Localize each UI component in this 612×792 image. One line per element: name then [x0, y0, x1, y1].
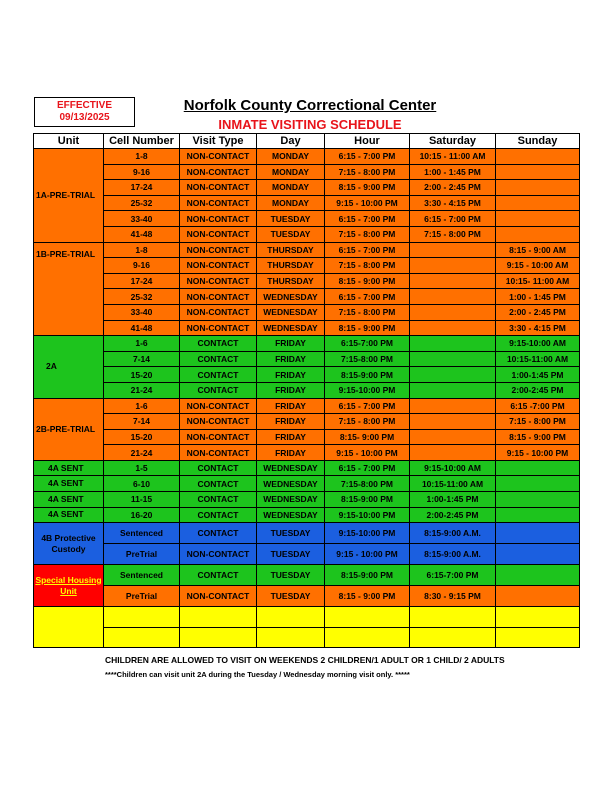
- hour: 9:15-10:00 PM: [325, 523, 410, 544]
- children-policy-note: CHILDREN ARE ALLOWED TO VISIT ON WEEKENDS 2 CHILDREN/1 ADULT OR 1 CHILD/ 2 ADULTS: [105, 655, 505, 665]
- hour: 8:15 - 9:00 PM: [325, 273, 410, 289]
- visit-type: NON-CONTACT: [180, 258, 257, 274]
- day: MONDAY: [257, 164, 325, 180]
- visit-type: NON-CONTACT: [180, 544, 257, 565]
- saturday: [410, 304, 496, 320]
- visit-type: NON-CONTACT: [180, 164, 257, 180]
- saturday: 1:00-1:45 PM: [410, 492, 496, 508]
- table-row: [34, 544, 580, 565]
- header-cell-number: Cell Number: [104, 134, 180, 149]
- day: TUESDAY: [257, 586, 325, 607]
- table-row: [34, 565, 580, 586]
- empty-cell: [34, 607, 104, 648]
- visit-type: CONTACT: [180, 507, 257, 523]
- visit-type: NON-CONTACT: [180, 304, 257, 320]
- hour: 7:15 - 8:00 PM: [325, 304, 410, 320]
- table-row: [34, 289, 580, 305]
- saturday: 10:15 - 11:00 AM: [410, 149, 496, 165]
- header-sunday: Sunday: [496, 134, 580, 149]
- header-visit-type: Visit Type: [180, 134, 257, 149]
- sunday: 3:30 - 4:15 PM: [496, 320, 580, 336]
- unit-4b: 4B Protective Custody: [34, 523, 104, 565]
- saturday: [410, 382, 496, 398]
- cell-number: 1-8: [104, 242, 180, 258]
- special-housing-label: Special Housing Unit: [35, 574, 102, 596]
- header-row: [34, 134, 580, 149]
- hour: 9:15 - 10:00 PM: [325, 195, 410, 211]
- day: WEDNESDAY: [257, 460, 325, 476]
- cell-number: 1-8: [104, 149, 180, 165]
- cell-number: 9-16: [104, 258, 180, 274]
- visiting-schedule-table: [33, 133, 580, 648]
- visit-type: NON-CONTACT: [180, 273, 257, 289]
- effective-date: 09/13/2025: [59, 112, 110, 123]
- sunday: [496, 180, 580, 196]
- table-row: [34, 180, 580, 196]
- saturday: [410, 242, 496, 258]
- saturday: 10:15-11:00 AM: [410, 476, 496, 492]
- cell-number: 21-24: [104, 445, 180, 461]
- visit-type: CONTACT: [180, 492, 257, 508]
- cell-number: 15-20: [104, 429, 180, 445]
- hour: 8:15 - 9:00 PM: [325, 320, 410, 336]
- saturday: [410, 429, 496, 445]
- sunday: 9:15 - 10:00 PM: [496, 445, 580, 461]
- unit-2a-children-note: ****Children can visit unit 2A during the Tuesday / Wednesday morning visit only. *****: [105, 670, 410, 679]
- sunday: [496, 476, 580, 492]
- table-row: [34, 414, 580, 430]
- table-row: [34, 258, 580, 274]
- sunday: 10:15- 11:00 AM: [496, 273, 580, 289]
- table-row: [34, 445, 580, 461]
- empty-cell: [180, 627, 257, 648]
- hour: 8:15 - 9:00 PM: [325, 180, 410, 196]
- empty-cell: [104, 607, 180, 628]
- day: MONDAY: [257, 195, 325, 211]
- table-row: [34, 195, 580, 211]
- table-row: [34, 476, 580, 492]
- sunday: 2:00 - 2:45 PM: [496, 304, 580, 320]
- hour: 6:15 - 7:00 PM: [325, 211, 410, 227]
- saturday: [410, 398, 496, 414]
- empty-cell: [325, 607, 410, 628]
- sunday: [496, 523, 580, 544]
- empty-cell: [410, 627, 496, 648]
- table-row: [34, 460, 580, 476]
- cell-number: 6-10: [104, 476, 180, 492]
- day: TUESDAY: [257, 211, 325, 227]
- day: FRIDAY: [257, 351, 325, 367]
- hour: 9:15 - 10:00 PM: [325, 544, 410, 565]
- table-row: [34, 164, 580, 180]
- saturday: [410, 336, 496, 352]
- day: WEDNESDAY: [257, 304, 325, 320]
- saturday: [410, 367, 496, 383]
- unit-4a: 4A SENT: [34, 460, 104, 476]
- header-hour: Hour: [325, 134, 410, 149]
- table-row: [34, 242, 580, 258]
- day: THURSDAY: [257, 273, 325, 289]
- sunday: 9:15-10:00 AM: [496, 336, 580, 352]
- day: MONDAY: [257, 149, 325, 165]
- empty-cell: [496, 627, 580, 648]
- cell-number: 7-14: [104, 414, 180, 430]
- day: TUESDAY: [257, 544, 325, 565]
- hour: 8:15-9:00 PM: [325, 565, 410, 586]
- empty-cell: [325, 627, 410, 648]
- table-row: [34, 586, 580, 607]
- hour: 7:15 - 8:00 PM: [325, 226, 410, 242]
- header-unit: Unit: [34, 134, 104, 149]
- day: FRIDAY: [257, 382, 325, 398]
- hour: 7:15 - 8:00 PM: [325, 164, 410, 180]
- empty-cell: [257, 627, 325, 648]
- sunday: 9:15 - 10:00 AM: [496, 258, 580, 274]
- saturday: [410, 351, 496, 367]
- hour: 6:15 - 7:00 PM: [325, 242, 410, 258]
- day: WEDNESDAY: [257, 476, 325, 492]
- cell-number: 17-24: [104, 273, 180, 289]
- cell-number: 1-5: [104, 460, 180, 476]
- visit-type: CONTACT: [180, 336, 257, 352]
- table-row: [34, 211, 580, 227]
- visit-type: CONTACT: [180, 382, 257, 398]
- table-row: [34, 507, 580, 523]
- cell-number: Sentenced: [104, 565, 180, 586]
- visit-type: NON-CONTACT: [180, 211, 257, 227]
- day: FRIDAY: [257, 445, 325, 461]
- visit-type: CONTACT: [180, 565, 257, 586]
- empty-cell: [257, 607, 325, 628]
- hour: 9:15-10:00 PM: [325, 507, 410, 523]
- cell-number: 15-20: [104, 367, 180, 383]
- table-row: [34, 304, 580, 320]
- table-row: [34, 367, 580, 383]
- saturday: 8:15-9:00 A.M.: [410, 544, 496, 565]
- cell-number: 11-15: [104, 492, 180, 508]
- empty-cell: [180, 607, 257, 628]
- day: WEDNESDAY: [257, 289, 325, 305]
- day: FRIDAY: [257, 336, 325, 352]
- header-day: Day: [257, 134, 325, 149]
- visit-type: NON-CONTACT: [180, 398, 257, 414]
- day: MONDAY: [257, 180, 325, 196]
- saturday: 1:00 - 1:45 PM: [410, 164, 496, 180]
- table-row: [34, 492, 580, 508]
- day: TUESDAY: [257, 565, 325, 586]
- table-row: [34, 273, 580, 289]
- visit-type: NON-CONTACT: [180, 242, 257, 258]
- empty-cell: [104, 627, 180, 648]
- hour: 7:15-8:00 PM: [325, 351, 410, 367]
- cell-number: 25-32: [104, 289, 180, 305]
- visit-type: CONTACT: [180, 367, 257, 383]
- sunday: 8:15 - 9:00 AM: [496, 242, 580, 258]
- saturday: 8:15-9:00 A.M.: [410, 523, 496, 544]
- sunday: [496, 507, 580, 523]
- page-title: Norfolk County Correctional Center: [183, 97, 437, 114]
- effective-label: EFFECTIVE: [56, 100, 112, 111]
- hour: 6:15 - 7:00 PM: [325, 149, 410, 165]
- cell-number: 41-48: [104, 226, 180, 242]
- hour: 7:15 - 8:00 PM: [325, 258, 410, 274]
- day: FRIDAY: [257, 429, 325, 445]
- unit-4a: 4A SENT: [34, 476, 104, 492]
- saturday: [410, 414, 496, 430]
- visit-type: NON-CONTACT: [180, 445, 257, 461]
- visit-type: CONTACT: [180, 476, 257, 492]
- visit-type: NON-CONTACT: [180, 226, 257, 242]
- cell-number: Sentenced: [104, 523, 180, 544]
- hour: 8:15-9:00 PM: [325, 367, 410, 383]
- table-row: [34, 351, 580, 367]
- empty-cell: [410, 607, 496, 628]
- hour: 7:15 - 8:00 PM: [325, 414, 410, 430]
- day: FRIDAY: [257, 367, 325, 383]
- day: THURSDAY: [257, 242, 325, 258]
- cell-number: 41-48: [104, 320, 180, 336]
- sunday: [496, 460, 580, 476]
- sunday: 7:15 - 8:00 PM: [496, 414, 580, 430]
- hour: 6:15 - 7:00 PM: [325, 398, 410, 414]
- sunday: 8:15 - 9:00 PM: [496, 429, 580, 445]
- visit-type: NON-CONTACT: [180, 429, 257, 445]
- empty-cell: [496, 607, 580, 628]
- cell-number: 25-32: [104, 195, 180, 211]
- hour: 8:15 - 9:00 PM: [325, 586, 410, 607]
- saturday: 6:15 - 7:00 PM: [410, 211, 496, 227]
- saturday: [410, 258, 496, 274]
- sunday: [496, 492, 580, 508]
- visit-type: CONTACT: [180, 523, 257, 544]
- hour: 9:15-10:00 PM: [325, 382, 410, 398]
- cell-number: 33-40: [104, 211, 180, 227]
- cell-number: 17-24: [104, 180, 180, 196]
- visit-type: CONTACT: [180, 460, 257, 476]
- cell-number: 7-14: [104, 351, 180, 367]
- table-row: [34, 320, 580, 336]
- day: WEDNESDAY: [257, 492, 325, 508]
- unit-2a: 2A: [34, 336, 104, 398]
- cell-number: 16-20: [104, 507, 180, 523]
- saturday: [410, 445, 496, 461]
- cell-number: 21-24: [104, 382, 180, 398]
- saturday: [410, 289, 496, 305]
- sunday: [496, 226, 580, 242]
- table-row: [34, 398, 580, 414]
- cell-number: PreTrial: [104, 586, 180, 607]
- visit-type: NON-CONTACT: [180, 586, 257, 607]
- sunday: [496, 586, 580, 607]
- sunday: [496, 164, 580, 180]
- unit-1a: 1A-PRE-TRIAL: [34, 149, 104, 243]
- hour: 9:15 - 10:00 PM: [325, 445, 410, 461]
- sunday: [496, 211, 580, 227]
- visit-type: NON-CONTACT: [180, 195, 257, 211]
- sunday: 1:00-1:45 PM: [496, 367, 580, 383]
- hour: 8:15-9:00 PM: [325, 492, 410, 508]
- saturday: 7:15 - 8:00 PM: [410, 226, 496, 242]
- sunday: [496, 544, 580, 565]
- header-saturday: Saturday: [410, 134, 496, 149]
- sunday: 10:15-11:00 AM: [496, 351, 580, 367]
- saturday: 9:15-10:00 AM: [410, 460, 496, 476]
- table-row-empty: [34, 607, 580, 628]
- saturday: [410, 273, 496, 289]
- sunday: 1:00 - 1:45 PM: [496, 289, 580, 305]
- unit-2b: 2B-PRE-TRIAL: [34, 398, 104, 460]
- visit-type: NON-CONTACT: [180, 180, 257, 196]
- cell-number: 33-40: [104, 304, 180, 320]
- table-row: [34, 226, 580, 242]
- effective-date-box: [34, 97, 135, 127]
- saturday: 6:15-7:00 PM: [410, 565, 496, 586]
- unit-1b: 1B-PRE-TRIAL: [34, 242, 104, 336]
- day: WEDNESDAY: [257, 320, 325, 336]
- visit-type: NON-CONTACT: [180, 149, 257, 165]
- hour: 8:15- 9:00 PM: [325, 429, 410, 445]
- saturday: 8:30 - 9:15 PM: [410, 586, 496, 607]
- sunday: [496, 149, 580, 165]
- day: FRIDAY: [257, 414, 325, 430]
- day: TUESDAY: [257, 523, 325, 544]
- cell-number: PreTrial: [104, 544, 180, 565]
- sunday: 2:00-2:45 PM: [496, 382, 580, 398]
- hour: 7:15-8:00 PM: [325, 476, 410, 492]
- visit-type: CONTACT: [180, 351, 257, 367]
- hour: 6:15 - 7:00 PM: [325, 289, 410, 305]
- day: WEDNESDAY: [257, 507, 325, 523]
- table-row: [34, 149, 580, 165]
- sunday: [496, 565, 580, 586]
- saturday: [410, 320, 496, 336]
- table-row-empty: [34, 627, 580, 648]
- table-row: [34, 382, 580, 398]
- unit-4a: 4A SENT: [34, 507, 104, 523]
- saturday: 2:00 - 2:45 PM: [410, 180, 496, 196]
- page-subtitle: INMATE VISITING SCHEDULE: [218, 117, 402, 132]
- cell-number: 1-6: [104, 398, 180, 414]
- day: TUESDAY: [257, 226, 325, 242]
- table-row: [34, 523, 580, 544]
- cell-number: 9-16: [104, 164, 180, 180]
- hour: 6:15 - 7:00 PM: [325, 460, 410, 476]
- cell-number: 1-6: [104, 336, 180, 352]
- visit-type: NON-CONTACT: [180, 289, 257, 305]
- unit-special-housing: [34, 565, 104, 607]
- sunday: [496, 195, 580, 211]
- day: THURSDAY: [257, 258, 325, 274]
- saturday: 3:30 - 4:15 PM: [410, 195, 496, 211]
- sunday: 6:15 -7:00 PM: [496, 398, 580, 414]
- unit-4a: 4A SENT: [34, 492, 104, 508]
- day: FRIDAY: [257, 398, 325, 414]
- hour: 6:15-7:00 PM: [325, 336, 410, 352]
- visit-type: NON-CONTACT: [180, 414, 257, 430]
- table-row: [34, 336, 580, 352]
- saturday: 2:00-2:45 PM: [410, 507, 496, 523]
- visit-type: NON-CONTACT: [180, 320, 257, 336]
- table-row: [34, 429, 580, 445]
